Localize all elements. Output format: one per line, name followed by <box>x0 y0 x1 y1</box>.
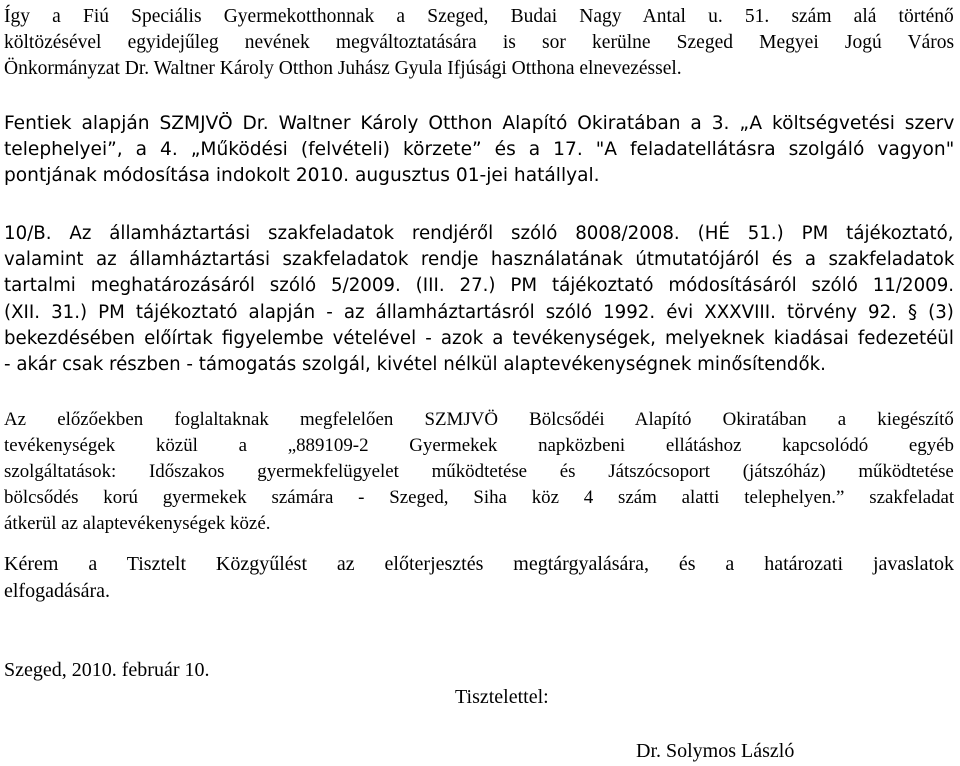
paragraph-basis <box>4 111 954 189</box>
text-line: szolgáltatások: Időszakos gyermekfelügyelet működtetése és Játszócsoport (játszóház) működtetése <box>4 461 954 482</box>
text-line: Az előzőekben foglaltaknak megfelelően SZMJVÖ Bölcsődéi Alapító Okiratában a kiegészítő <box>4 409 954 430</box>
paragraph-request <box>4 551 954 605</box>
signer-name: Dr. Solymos László <box>636 740 795 762</box>
text-line: - akár csak részben - támogatás szolgál, kivétel nélkül alaptevékenységnek minősítendők. <box>4 354 826 376</box>
text-line: 10/B. Az államháztartási szakfeladatok rendjéről szóló 8008/2008. (HÉ 51.) PM tájékoztató, <box>4 223 954 244</box>
text-line: elfogadására. <box>4 580 111 602</box>
closing-greeting: Tisztelettel: <box>455 686 549 708</box>
date-line: Szeged, 2010. február 10. <box>4 659 210 681</box>
text-line: bekezdésében előírtak figyelembe vételével - azok a tevékenységek, melyeknek kiadásai fedezetéül <box>4 327 954 349</box>
text-line: Kérem a Tisztelt Közgyűlést az előterjesztés megtárgyalására, és a határozati javaslatok <box>4 553 955 575</box>
text-line: átkerül az alaptevékenységek közé. <box>4 513 271 534</box>
text-line: Önkormányzat Dr. Waltner Károly Otthon Juhász Gyula Ifjúsági Otthona elnevezéssel. <box>4 58 682 79</box>
text-line: tartalmi meghatározásáról szóló 5/2009. (III. 27.) PM tájékoztató módosításáról szóló 11/2009. <box>4 275 955 297</box>
text-line: Így a Fiú Speciális Gyermekotthonnak a Szeged, Budai Nagy Antal u. 51. szám alá történő <box>4 6 954 27</box>
text-line: költözésével egyidejűleg nevének megváltoztatására is sor kerülne Szeged Megyei Jogú Város <box>4 32 955 53</box>
text-line: telephelyei”, a 4. „Működési (felvételi) körzete” és a 17. "A feladatellátásra szolgáló vagyon" <box>4 139 955 160</box>
paragraph-nursery <box>4 407 954 537</box>
text-line: bölcsődés korú gyermekek számára - Szeged, Siha köz 4 szám alatti telephelyen.” szakfeladat <box>4 487 955 508</box>
text-line: (XII. 31.) PM tájékoztató alapján - az államháztartásról szóló 1992. évi XXXVIII. törvény 92. § (3) <box>4 301 954 323</box>
text-line: pontjának módosítása indokolt 2010. augusztus 01-jei hatállyal. <box>4 165 600 186</box>
text-line: Fentiek alapján SZMJVÖ Dr. Waltner Károly Otthon Alapító Okiratában a 3. „A költségvetési szerv <box>4 113 955 134</box>
text-line: valamint az államháztartási szakfeladatok rendje használatának útmutatójáról és a szakfeladatok <box>4 249 955 271</box>
text-line: tevékenységek közül a „889109-2 Gyermekek napközbeni ellátáshoz kapcsolódó egyéb <box>4 435 954 456</box>
paragraph-10b <box>4 221 954 378</box>
paragraph-intro <box>4 4 954 82</box>
